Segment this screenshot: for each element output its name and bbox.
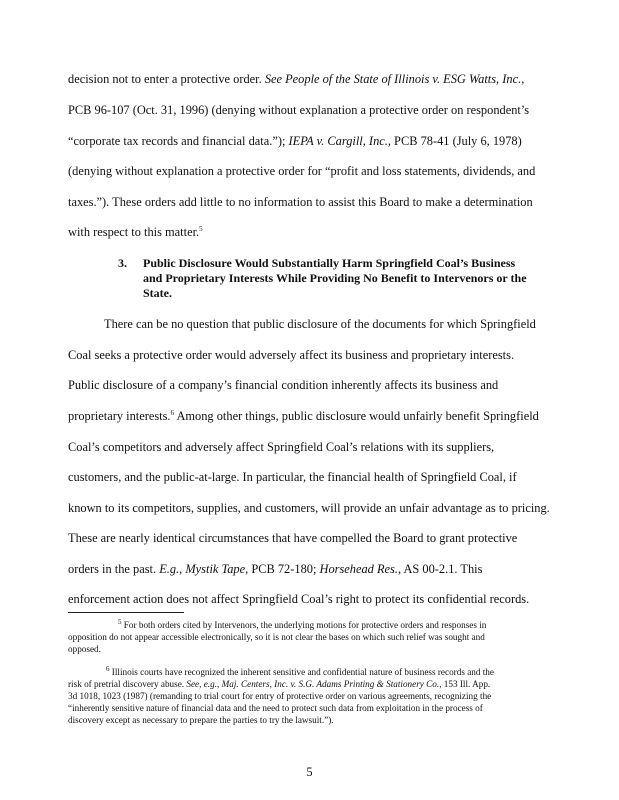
body-line: taxes.”). These orders add little to no information to assist this Board to make a determination [68,195,533,209]
case-citation: IEPA v. Cargill, Inc. [288,134,388,148]
text-run: proprietary interests. [68,409,171,423]
text-run: decision not to enter a protective order. [68,72,265,86]
text-run: Illinois courts have recognized the inherent sensitive and confidential nature of business records and the [109,667,494,677]
text-run: , AS 00-2.1. This [397,562,483,576]
footnote-line [118,617,487,631]
section-heading-line: Public Disclosure Would Substantially Harm Springfield Coal’s Business [143,256,516,270]
body-line: Coal’s competitors and adversely affect Springfield Coal’s relations with its suppliers, [68,440,495,454]
text-run: , 153 Ill. App. [439,679,491,689]
case-citation: Horsehead Res. [319,562,398,576]
footnote-line: opposition do not appear accessible electronically, so it is not clear the bases on which such relief was sought and [68,632,485,642]
page-number: 5 [306,765,313,779]
text-run: risk of pretrial discovery abuse. [68,679,187,689]
citation-signal: E.g. [159,562,180,576]
case-citation: See People of the State of Illinois v. ESG Watts, Inc. [264,72,522,86]
body-line: These are nearly identical circumstances that have compelled the Board to grant protective [68,531,518,545]
text-run: , PCB 78-41 (July 6, 1978) [387,134,522,148]
footnote-marker: 5 [199,224,203,233]
footnote-marker: 6 [170,408,175,417]
text-run: , PCB 72-180; [245,562,320,576]
body-line [68,72,524,87]
body-line: Public disclosure of a company’s financial condition inherently affects its business and [68,378,499,392]
case-citation: Maj. Centers, Inc. v. S.G. Adams Printing & Stationery Co. [221,679,440,689]
text-run: with respect to this matter. [68,225,200,239]
text-run: For both orders cited by Intervenors, the underlying motions for protective orders and responses in [121,620,487,630]
body-line: known to its competitors, supplies, and customers, will provide an unfair advantage as to pricing. [68,501,550,515]
case-citation: Mystik Tape [185,562,246,576]
body-line: Coal seeks a protective order would adversely affect its business and proprietary interests. [68,348,515,362]
footnote-line: “inherently sensitive nature of financial data and the need to protect such data from exploitation in the process of [68,703,483,713]
body-line [68,562,482,577]
section-heading-number: 3. [118,256,127,270]
text-run: , [179,562,186,576]
footnote-line: 3d 1018, 1023 (1987) (remanding to trial court for entry of protective order on various agreements, recognizing the [68,691,492,701]
text-run: “corporate tax records and financial data.”); [68,134,289,148]
footnote-separator [68,612,184,613]
body-line: (denying without explanation a protective order for “profit and loss statements, dividends, and [68,164,536,178]
section-heading-line: State. [143,286,172,300]
footnote-line: discovery except as necessary to prepare the parties to try the lawsuit.”). [68,715,334,725]
body-line: There can be no question that public disclosure of the documents for which Springfield [104,317,536,331]
text-run: , [217,679,222,689]
footnote-line [68,679,490,690]
text-run: Among other things, public disclosure would unfairly benefit Springfield [174,409,539,423]
body-line [68,225,203,240]
body-line: PCB 96-107 (Oct. 31, 1996) (denying without explanation a protective order on respondent’s [68,103,530,117]
footnote-line: opposed. [68,644,101,654]
section-heading-line: and Proprietary Interests While Providing No Benefit to Intervenors or the [143,271,527,285]
body-line [68,409,539,424]
body-line: enforcement action does not affect Springfield Coal’s right to protect its confidential records. [68,592,530,606]
body-line: customers, and the public-at-large. In particular, the financial health of Springfield Coal, if [68,470,517,484]
text-run: orders in the past. [68,562,160,576]
footnote-line [106,664,494,678]
citation-signal: See, e.g. [186,679,217,689]
footnote-marker: 6 [106,664,110,673]
text-run: , [521,72,525,86]
footnote-marker: 5 [118,617,122,626]
body-line [68,134,522,149]
